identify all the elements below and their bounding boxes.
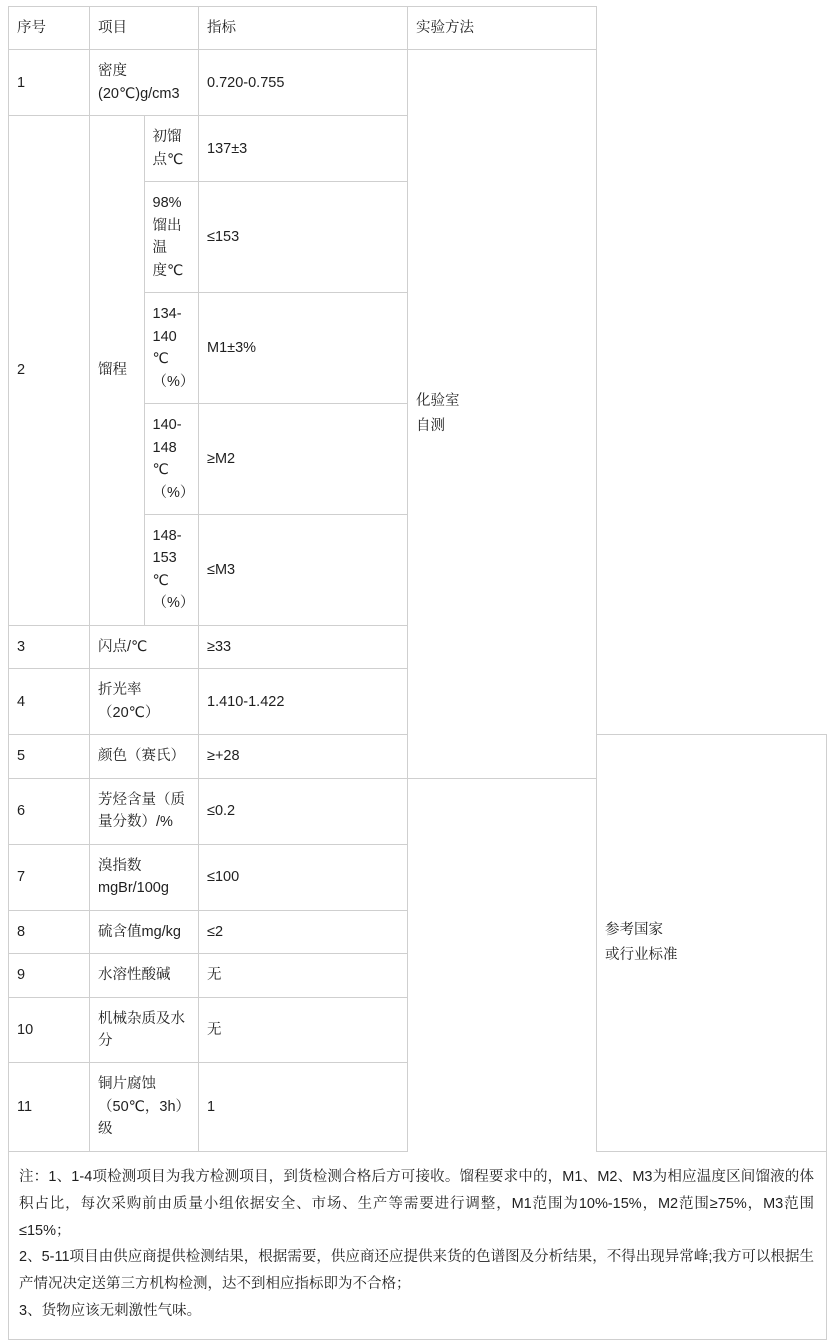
row-no: 6	[9, 778, 90, 844]
row-index: ≤2	[199, 910, 408, 953]
header-method: 实验方法	[408, 7, 597, 50]
row-sub-item: 140-148℃（%）	[144, 404, 199, 515]
table-header-row	[9, 7, 827, 50]
row-index: 无	[199, 954, 408, 997]
notes-block	[8, 1152, 827, 1340]
row-no: 2	[9, 116, 90, 625]
table-row	[9, 50, 827, 116]
header-index: 指标	[199, 7, 408, 50]
method-line: 参考国家	[605, 921, 663, 938]
row-no: 9	[9, 954, 90, 997]
row-no: 3	[9, 625, 90, 668]
row-sub-item: 初馏点℃	[144, 116, 199, 182]
method-line: 化验室	[416, 392, 460, 409]
row-index: 1.410-1.422	[199, 669, 408, 735]
method-line: 自测	[416, 418, 445, 435]
row-index: M1±3%	[199, 293, 408, 404]
row-index: ≥33	[199, 625, 408, 668]
header-item: 项目	[90, 7, 199, 50]
row-no: 10	[9, 997, 90, 1063]
row-index: ≤0.2	[199, 778, 408, 844]
row-item: 硫含值mg/kg	[90, 910, 199, 953]
method-line: 或行业标准	[605, 947, 678, 964]
row-index: 无	[199, 997, 408, 1063]
method-cell-lab-self	[408, 50, 597, 778]
row-item: 机械杂质及水分	[90, 997, 199, 1063]
row-item: 颜色（赛氏）	[90, 735, 199, 778]
row-item: 溴指数mgBr/100g	[90, 844, 199, 910]
row-item: 馏程	[90, 116, 145, 625]
row-index: 1	[199, 1063, 408, 1151]
row-item: 芳烃含量（质量分数）/%	[90, 778, 199, 844]
row-index: 0.720-0.755	[199, 50, 408, 116]
row-item: 水溶性酸碱	[90, 954, 199, 997]
row-index: ≥+28	[199, 735, 408, 778]
note-line-2: 2、5-11项目由供应商提供检测结果，根据需要，供应商还应提供来货的色谱图及分析结果，不得出现异常峰;我方可以根据生产情况决定送第三方机构检测，达不到相应指标即为不合格；	[19, 1249, 814, 1293]
row-item: 闪点/℃	[90, 625, 199, 668]
spec-document-page	[0, 6, 835, 1340]
row-index: ≤M3	[199, 514, 408, 625]
specification-table	[8, 6, 827, 1152]
row-index: ≤153	[199, 182, 408, 293]
method-cell-national-standard	[597, 735, 827, 1152]
row-index: 137±3	[199, 116, 408, 182]
row-no: 8	[9, 910, 90, 953]
row-no: 4	[9, 669, 90, 735]
row-sub-item: 134-140℃（%）	[144, 293, 199, 404]
row-item: 折光率（20℃）	[90, 669, 199, 735]
row-no: 5	[9, 735, 90, 778]
row-no: 7	[9, 844, 90, 910]
header-no: 序号	[9, 7, 90, 50]
row-sub-item: 148-153℃（%）	[144, 514, 199, 625]
row-item: 铜片腐蚀（50℃，3h）级	[90, 1063, 199, 1151]
row-index: ≤100	[199, 844, 408, 910]
row-index: ≥M2	[199, 404, 408, 515]
row-no: 1	[9, 50, 90, 116]
note-line-3: 3、货物应该无刺激性气味。	[19, 1302, 202, 1319]
row-sub-item: 98%馏出温度℃	[144, 182, 199, 293]
note-line-1: 注：1、1-4项检测项目为我方检测项目，到货检测合格后方可接收。馏程要求中的，M1、M2、M3为相应温度区间馏液的体积占比，每次采购前由质量小组依据安全、市场、生产等需要进行调整，M1范围为10%-15%，M2范围≥75%，M3范围≤15%；	[19, 1168, 814, 1239]
row-no: 11	[9, 1063, 90, 1151]
row-item: 密度(20℃)g/cm3	[90, 50, 199, 116]
